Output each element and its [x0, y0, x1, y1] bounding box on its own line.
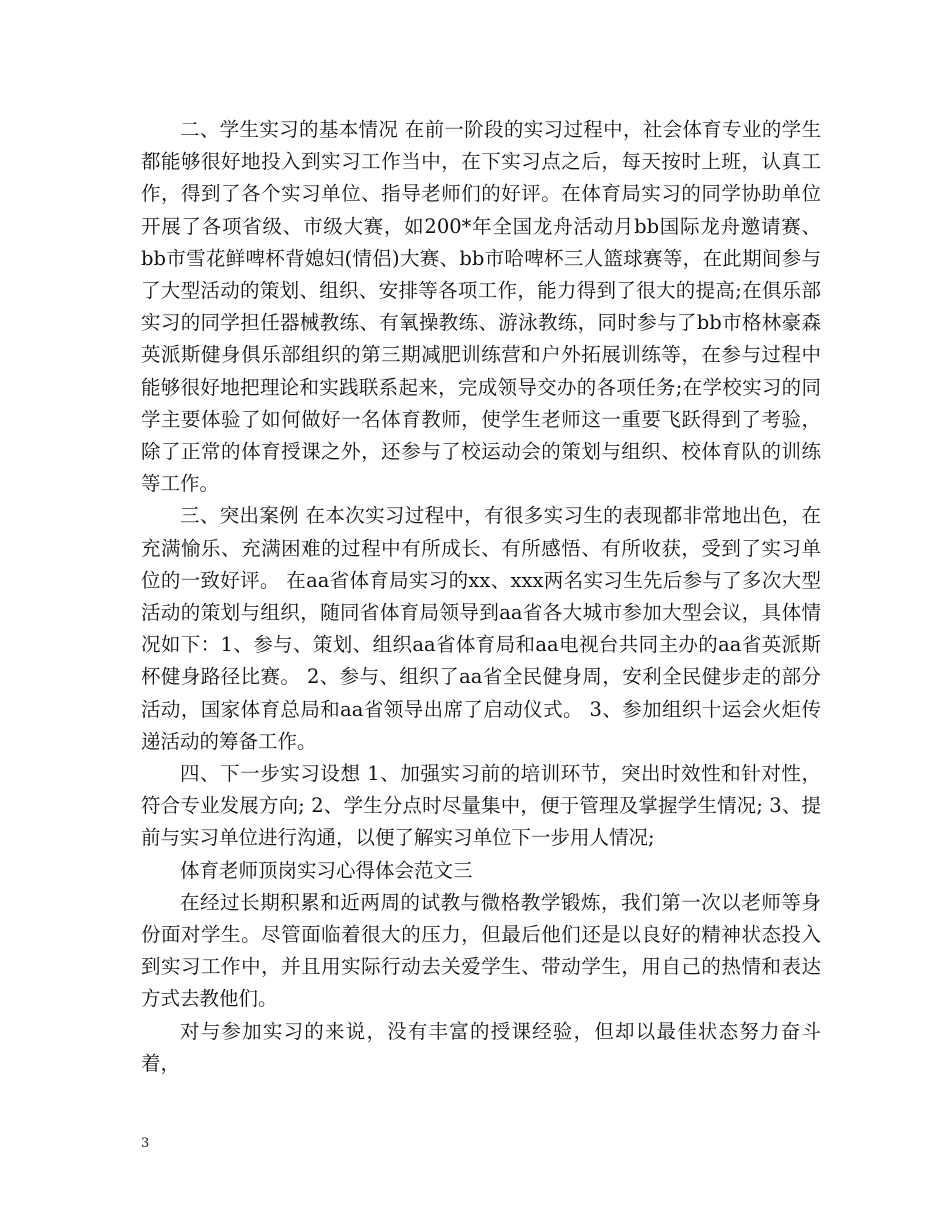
document-body — [141, 114, 821, 1080]
paragraph-teaching-experience: 在经过长期积累和近两周的试教与微格教学锻炼，我们第一次以老师等身份面对学生。尽管面临着很大的压力，但最后他们还是以良好的精神状态投入到实习工作中，并且用实际行动去关爱学生、带动学生，用自己的热情和表达方式去教他们。 — [141, 890, 821, 1011]
page-number: 3 — [141, 1136, 150, 1151]
section-heading-sample-three: 体育老师顶岗实习心得体会范文三 — [180, 858, 473, 882]
paragraph-outstanding-cases: 三、突出案例 在本次实习过程中，有很多实习生的表现都非常地出色，在充满愉乐、充满困难的过程中有所成长、有所感悟、有所收获，受到了实习单位的一致好评。 在aa省体育局实习的xx、xxx两名实习生先后参与了多次大型活动的策划与组织，随同省体育局领导到aa省各大城市参加大型会议，具体情况如下：1、参与、策划、组织aa省体育局和aa电视台共同主办的aa省英派斯杯健身路径比赛。 2、参与、组织了aa省全民健身周，安利全民健步走的部分活动，国家体育总局和aa省领导出席了启动仪式。 3、参加组织十运会火炬传递活动的筹备工作。 — [141, 504, 821, 753]
paragraph-next-steps: 四、下一步实习设想 1、加强实习前的培训环节，突出时效性和针对性，符合专业发展方向; 2、学生分点时尽量集中，便于管理及掌握学生情况; 3、提前与实习单位进行沟通，以便了解实习单位下一步用人情况; — [141, 762, 821, 850]
paragraph-internship-status: 二、学生实习的基本情况 在前一阶段的实习过程中，社会体育专业的学生都能够很好地投入到实习工作当中，在下实习点之后，每天按时上班，认真工作，得到了各个实习单位、指导老师们的好评。在体育局实习的同学协助单位开展了各项省级、市级大赛，如200*年全国龙舟活动月bb国际龙舟邀请赛、bb市雪花鲜啤杯背媳妇(情侣)大赛、bb市哈啤杯三人篮球赛等，在此期间参与了大型活动的策划、组织、安排等各项工作，能力得到了很大的提高;在俱乐部实习的同学担任器械教练、有氧操教练、游泳教练，同时参与了bb市格林豪森英派斯健身俱乐部组织的第三期减肥训练营和户外拓展训练等，在参与过程中能够很好地把理论和实践联系起来，完成领导交办的各项任务;在学校实习的同学主要体验了如何做好一名体育教师，使学生老师这一重要飞跃得到了考验，除了正常的体育授课之外，还参与了校运动会的策划与组织、校体育队的训练等工作。 — [141, 118, 821, 496]
paragraph-effort: 对与参加实习的来说，没有丰富的授课经验，但却以最佳状态努力奋斗着， — [141, 1019, 821, 1075]
